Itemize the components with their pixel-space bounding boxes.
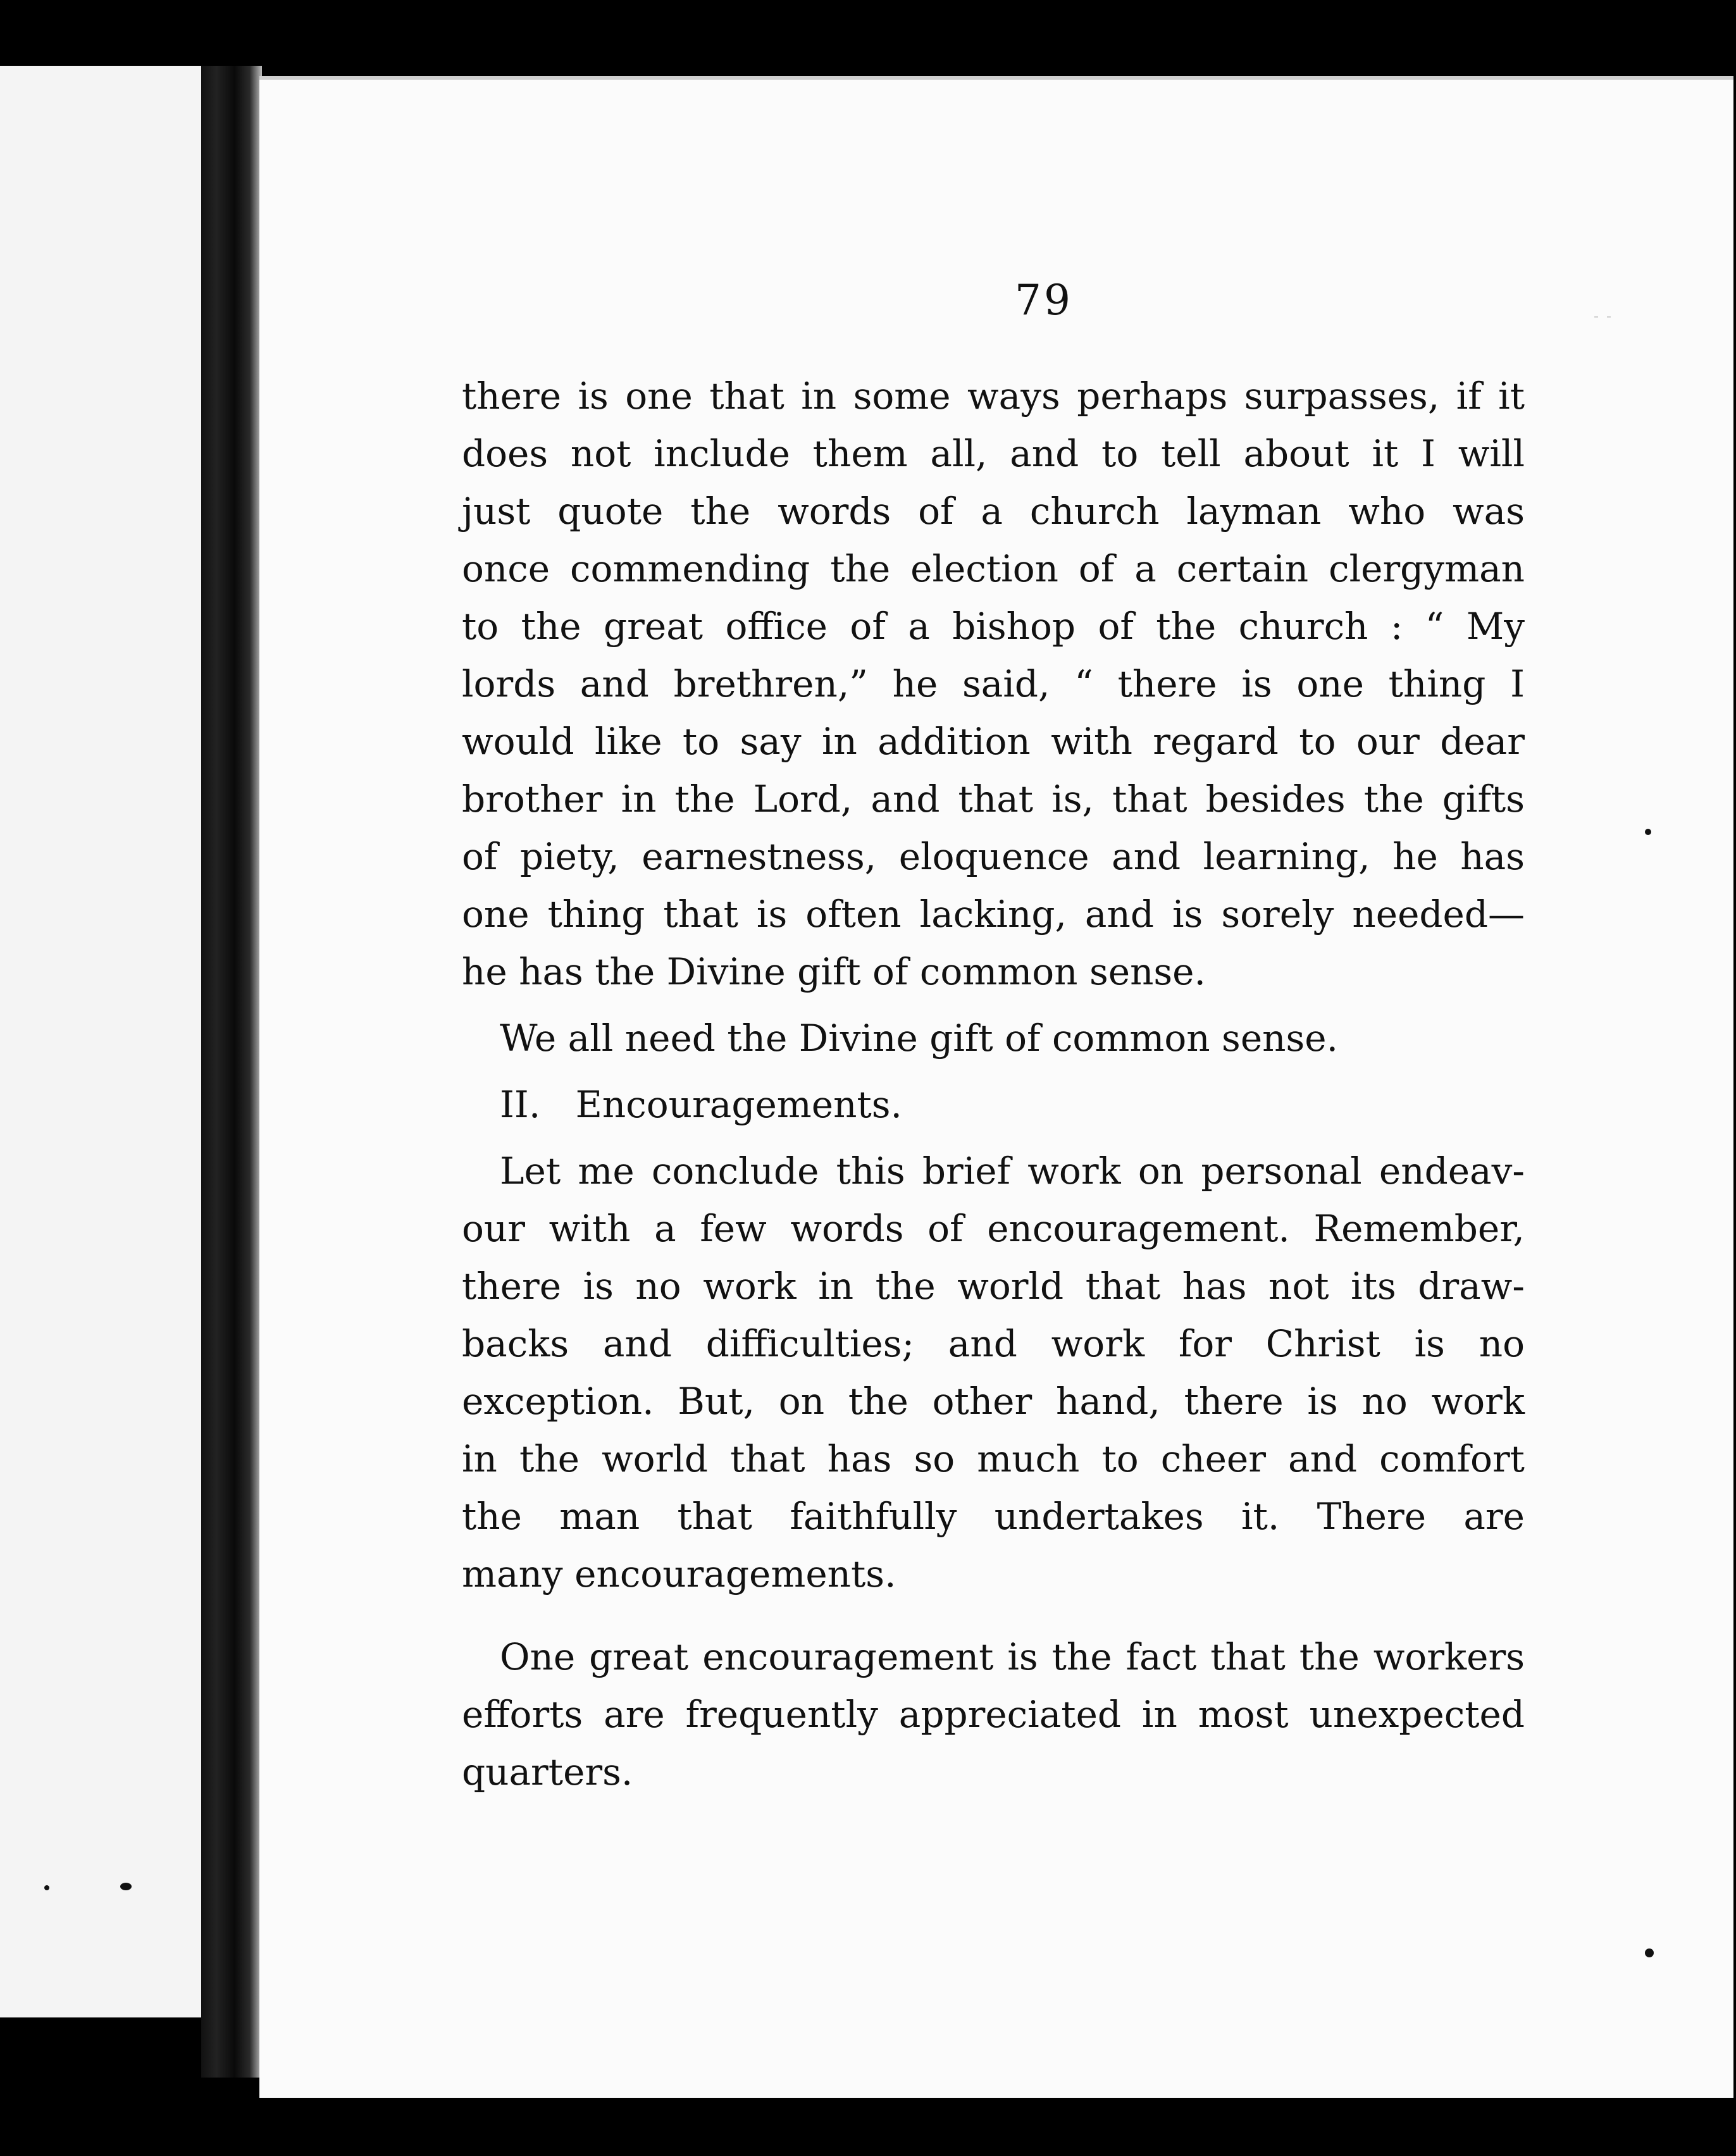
paragraph <box>462 1010 1525 1067</box>
text-line: brother in the Lord, and that is, that besides the gifts <box>462 778 1525 821</box>
section-heading <box>462 1076 1525 1134</box>
text-line: of piety, earnestness, eloquence and learning, he has <box>462 835 1525 878</box>
text-line: exception. But, on the other hand, there is no work <box>462 1380 1525 1423</box>
text-line: II. Encouragements. <box>500 1083 902 1126</box>
scan-speck <box>1645 829 1651 835</box>
scan-speck <box>120 1883 132 1890</box>
text-line: just quote the words of a church layman who was <box>462 490 1525 533</box>
paragraph <box>462 1143 1525 1603</box>
text-line: quarters. <box>462 1750 633 1794</box>
text-line: many encouragements. <box>462 1552 896 1595</box>
text-line: would like to say in addition with regard to our dear <box>462 720 1525 763</box>
text-line: our with a few words of encouragement. Remember, <box>462 1207 1525 1250</box>
text-line: the man that faithfully undertakes it. There are <box>462 1495 1525 1538</box>
scan-speck <box>1645 1948 1654 1957</box>
book-gutter <box>201 66 262 2078</box>
text-line: to the great office of a bishop of the church : “ My <box>462 605 1525 648</box>
text-line: there is no work in the world that has not its draw- <box>462 1265 1525 1308</box>
left-facing-page <box>0 66 205 2017</box>
book-page <box>259 76 1733 2098</box>
text-line: once commending the election of a certain clergyman <box>462 547 1525 590</box>
page-body <box>462 368 1525 1801</box>
text-line: in the world that has so much to cheer and comfort <box>462 1437 1525 1480</box>
text-line: efforts are frequently appreciated in most unexpected <box>462 1693 1525 1736</box>
text-line: one thing that is often lacking, and is sorely needed— <box>462 893 1525 936</box>
text-line: We all need the Divine gift of common sense. <box>500 1017 1339 1060</box>
text-line: backs and difficulties; and work for Christ is no <box>462 1322 1525 1365</box>
text-line: Let me conclude this brief work on personal endeav- <box>500 1149 1525 1193</box>
page-number: 79 <box>1015 276 1073 325</box>
page-edge-mark <box>1607 316 1611 318</box>
text-line: he has the Divine gift of common sense. <box>462 950 1206 993</box>
text-line: there is one that in some ways perhaps surpasses, if it <box>462 375 1525 418</box>
paragraph <box>462 368 1525 1001</box>
text-line: lords and brethren,” he said, “ there is one thing I <box>462 662 1525 705</box>
scan-speck <box>44 1885 49 1890</box>
paragraph <box>462 1628 1525 1801</box>
page-edge-mark <box>1594 316 1598 318</box>
text-line: does not include them all, and to tell about it I will <box>462 432 1525 475</box>
text-line: One great encouragement is the fact that the workers <box>500 1635 1525 1678</box>
